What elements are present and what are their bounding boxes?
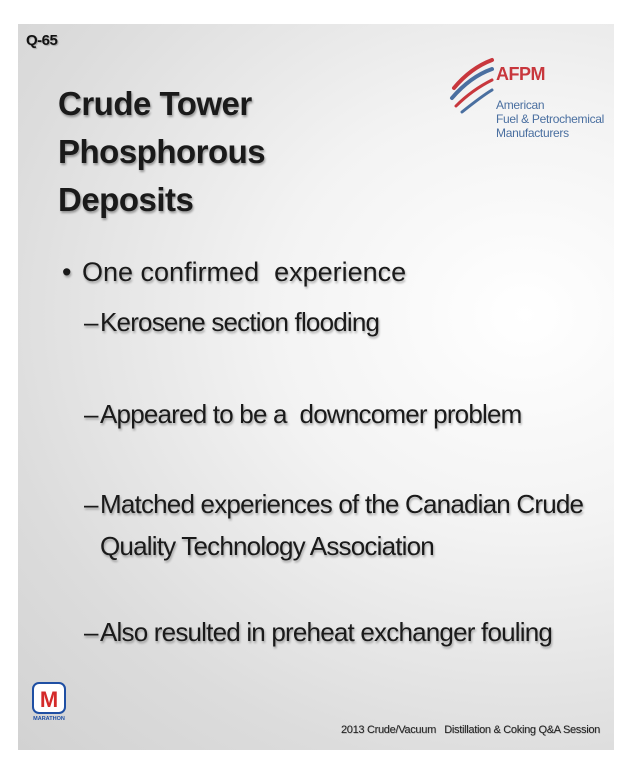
main-bullet-text: One confirmed experience [82,257,407,287]
footer-caption: 2013 Crude/Vacuum Distillation & Coking Q&A Session [340,724,600,736]
slide-title [58,80,458,224]
marathon-logo-text: MARATHON [33,716,65,722]
sub-bullet-text: Quality Technology Association [100,531,434,561]
dash-icon: – [84,489,98,519]
main-bullet [58,254,608,290]
sub-bullet [58,304,608,340]
afpm-name-line-2: Fuel & Petrochemical [496,112,605,126]
afpm-name-line-1: American [496,98,545,112]
bullet-dot-icon: • [62,257,72,287]
sub-bullet [58,614,608,650]
marathon-logo-mark: M [39,687,59,712]
sub-bullet-text: Kerosene section flooding [100,307,380,337]
dash-icon: – [84,617,98,647]
sub-bullet-continuation [58,528,608,564]
slide [18,24,614,750]
sub-bullet [58,486,608,522]
afpm-abbreviation: AFPM [496,64,545,84]
title-line-1: Crude Tower Phosphorous [58,85,266,170]
question-number: Q-65 [26,32,58,49]
marathon-logo-icon [32,682,66,722]
sub-bullet-text: Appeared to be a downcomer problem [100,399,522,429]
dash-icon: – [84,307,98,337]
bullet-list [58,254,608,650]
title-line-2: Deposits [58,181,194,218]
dash-icon: – [84,399,98,429]
afpm-swoosh-icon [448,54,496,134]
sub-bullet [58,396,608,432]
sub-bullet-text: Also resulted in preheat exchanger fouling [100,617,553,647]
afpm-name-line-3: Manufacturers [496,126,569,140]
sub-bullet-text: Matched experiences of the Canadian Crude [100,489,584,519]
afpm-logo [448,54,614,164]
